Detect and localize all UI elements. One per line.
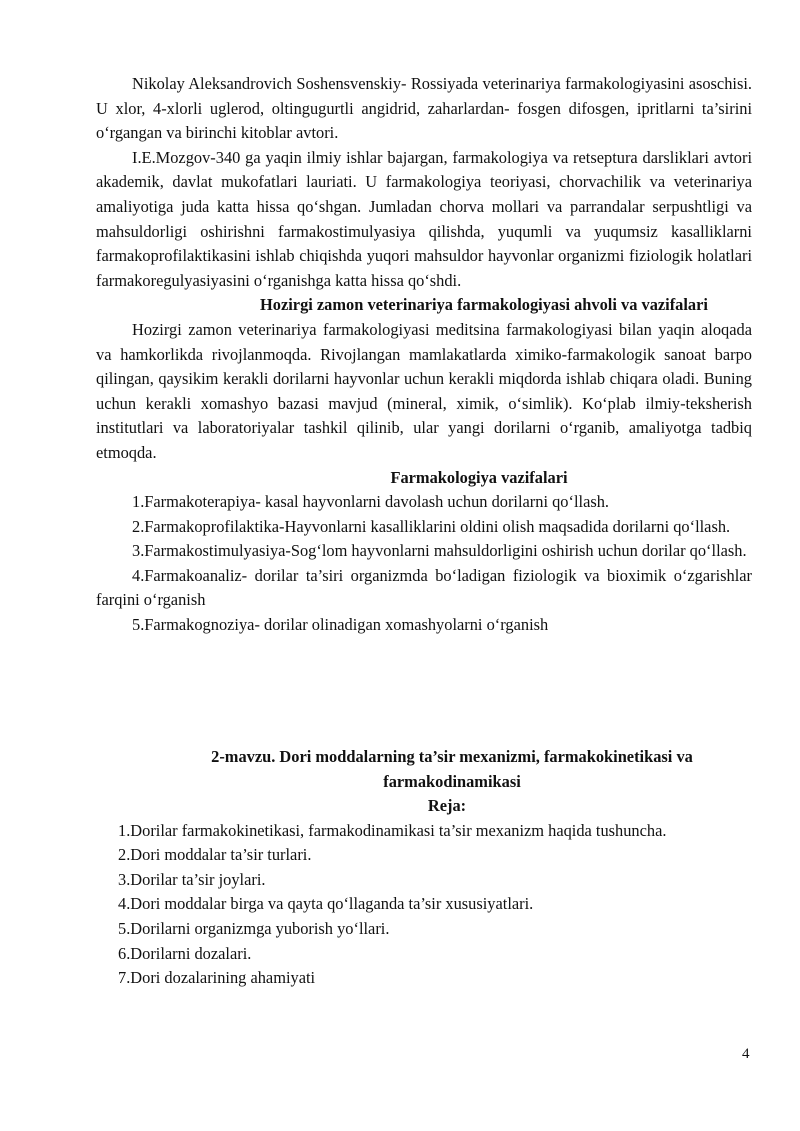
- plan-item: 2.Dori moddalar ta’sir turlari.: [118, 845, 312, 865]
- heading-modern-pharmacology: Hozirgi zamon veterinariya farmakologiyasi ahvoli va vazifalari: [260, 295, 708, 315]
- plan-item: 5.Dorilarni organizmga yuborish yo‘llari.: [118, 918, 390, 938]
- paragraph-mozgov: I.E.Mozgov-340 ga yaqin ilmiy ishlar bajargan, farmakologiya va retseptura darsliklari avtori akademik, davlat mukofatlari lauriati. U farmakologiya teoriyasi, chorvachilik va veterinariya amaliyotiga juda katta hissa qo‘shgan. Jumladan chorva mollari va parrandalar serpushtligi va mahsuldorligi oshirishni farmakostimulyasiya qilishda, yuqumli va yuqumsiz kasalliklarni farmakoprofilaktikasini ishlab chiqishda yuqori mahsuldor hayvonlar organizmi fiziologik holatlari farmakoregulyasiyasini o‘rganishga katta hissa qo‘shdi.: [96, 147, 752, 290]
- task-item: 4.Farmakoanaliz- dorilar ta’siri organizmda bo‘ladigan fiziologik va bioximik o‘zgarishlar farqini o‘rganish: [96, 565, 752, 610]
- section-topic-2: [82, 744, 752, 991]
- plan-item: 3.Dorilar ta’sir joylari.: [118, 869, 266, 889]
- plan-item: 1.Dorilar farmakokinetikasi, farmakodinamikasi ta’sir mexanizm haqida tushuncha.: [118, 820, 667, 840]
- paragraph-soshensvenskiy: Nikolay Aleksandrovich Soshensvenskiy- Rossiyada veterinariya farmakologiyasini asoschisi. U xlor, 4-xlorli uglerod, oltingugurtli angidrid, zaharlardan- fosgen difosgen, ipritlarni ta’sirini o‘rgangan va birinchi kitoblar avtori.: [96, 74, 752, 143]
- paragraph-modern-pharmacology: Hozirgi zamon veterinariya farmakologiyasi meditsina farmakologiyasi bilan yaqin aloqada va hamkorlikda rivojlanmoqda. Rivojlangan mamlakatlarda ximiko-farmakologik sanoat barpo qilingan, qaysikim kerakli dorilarni hayvonlar uchun kerakli miqdorda ishlab chiqara oladi. Buning uchun kerakli xomashyo bazasi mavjud (mineral, ximik, o‘simlik). Ko‘plab ilmiy-teksherish institutlari va laboratoriyalar tashkil qilinib, ular yangi dorilarni o‘rganib, amaliyotga tadbiq etmoqda.: [96, 319, 752, 462]
- plan-heading: Reja:: [427, 796, 467, 815]
- plan-item: 7.Dori dozalarining ahamiyati: [118, 968, 316, 988]
- task-item: 2.Farmakoprofilaktika-Hayvonlarni kasalliklarini oldini olish maqsadida dorilarni qo‘llash.: [132, 516, 731, 536]
- plan-item: 4.Dori moddalar birga va qayta qo‘llaganda ta’sir xususiyatlari.: [118, 894, 534, 914]
- section-history: [96, 72, 752, 638]
- task-item: 5.Farmakognoziya- dorilar olinadigan xomashyolarni o‘rganish: [132, 615, 549, 635]
- topic-title-line2: farmakodinamikasi: [383, 772, 521, 791]
- task-item: 1.Farmakoterapiya- kasal hayvonlarni davolash uchun dorilarni qo‘llash.: [132, 492, 610, 512]
- task-item: 3.Farmakostimulyasiya-Sog‘lom hayvonlarni mahsuldorligini oshirish uchun dorilar qo‘llash.: [132, 541, 747, 561]
- topic-title-line1: 2-mavzu. Dori moddalarning ta’sir mexanizmi, farmakokinetikasi va: [211, 747, 693, 766]
- heading-pharmacology-tasks: Farmakologiya vazifalari: [390, 467, 568, 487]
- page-number: 4: [742, 1046, 750, 1062]
- plan-item: 6.Dorilarni dozalari.: [118, 943, 252, 963]
